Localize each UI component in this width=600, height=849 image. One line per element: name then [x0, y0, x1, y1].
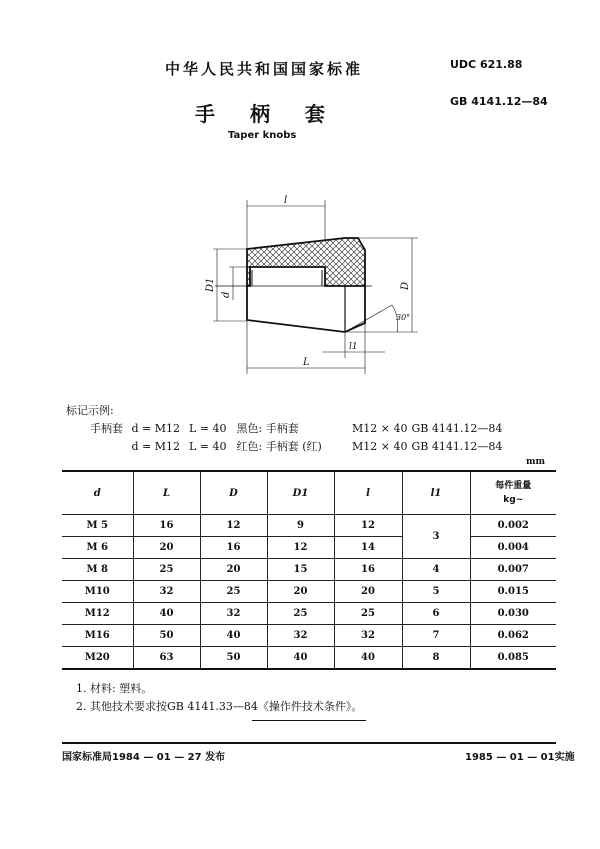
cell: 9 — [267, 515, 334, 537]
example-L: L = 40 — [189, 440, 227, 453]
table-row — [62, 559, 556, 581]
label-D: D — [400, 281, 411, 290]
cell: 20 — [133, 537, 200, 559]
table-row — [62, 537, 556, 559]
example-std: GB 4141.12—84 — [411, 440, 503, 453]
cell: 16 — [200, 537, 267, 559]
cell: 0.004 — [470, 537, 556, 559]
technical-drawing — [0, 0, 600, 400]
issuing-org: 中华人民共和国国家标准 — [165, 60, 364, 78]
cell: M 6 — [62, 537, 133, 559]
hatched-section — [247, 238, 365, 286]
example-desc: 红色: 手柄套 (红) — [236, 440, 322, 453]
cell: 63 — [133, 647, 200, 670]
cell: M16 — [62, 625, 133, 647]
example-L: L = 40 — [189, 422, 227, 435]
col-weight: 每件重量 kg~ — [470, 471, 556, 515]
cell: 25 — [200, 581, 267, 603]
label-d: d — [221, 291, 232, 298]
cell: 12 — [334, 515, 402, 537]
label-L: L — [303, 357, 310, 368]
example-line-2 — [90, 438, 502, 454]
cell: 25 — [334, 603, 402, 625]
table-row — [62, 515, 556, 537]
cell: 50 — [133, 625, 200, 647]
table-row — [62, 647, 556, 670]
standard-code: GB 4141.12—84 — [450, 95, 548, 108]
cell-merged: 3 — [402, 515, 470, 559]
cell: 6 — [402, 603, 470, 625]
issue-date: 国家标准局1984 — 01 — 27 发布 — [62, 752, 226, 763]
cell: 0.062 — [470, 625, 556, 647]
cell: 16 — [133, 515, 200, 537]
cell: 15 — [267, 559, 334, 581]
cell: 40 — [334, 647, 402, 670]
cell: 4 — [402, 559, 470, 581]
cell: 20 — [334, 581, 402, 603]
cell: 32 — [133, 581, 200, 603]
cell: M 5 — [62, 515, 133, 537]
table-row — [62, 581, 556, 603]
document-title: 手 柄 套 — [195, 102, 325, 126]
col-l1: l1 — [402, 471, 470, 515]
note-2: 2. 其他技术要求按GB 4141.33—84《操作件技术条件》。 — [76, 700, 363, 713]
label-angle: 30° — [396, 313, 411, 322]
cell: 20 — [200, 559, 267, 581]
dimensions-table — [62, 470, 556, 670]
cell: 16 — [334, 559, 402, 581]
label-l: l — [284, 195, 288, 206]
cell: 0.085 — [470, 647, 556, 670]
cell: 40 — [200, 625, 267, 647]
label-D1: D1 — [205, 277, 216, 292]
cell: 12 — [267, 537, 334, 559]
example-mark: M12 × 40 — [352, 422, 408, 435]
cell: 8 — [402, 647, 470, 670]
table-header-row — [62, 471, 556, 515]
cell: 0.030 — [470, 603, 556, 625]
cell: 32 — [200, 603, 267, 625]
example-std: GB 4141.12—84 — [411, 422, 503, 435]
footer-rule — [62, 742, 556, 744]
cell: 7 — [402, 625, 470, 647]
cell: M12 — [62, 603, 133, 625]
col-D: D — [200, 471, 267, 515]
note-1: 1. 材料: 塑料。 — [76, 682, 153, 695]
example-prefix: 手柄套 — [90, 422, 123, 435]
cell: 40 — [133, 603, 200, 625]
cell: M 8 — [62, 559, 133, 581]
end-rule — [252, 720, 366, 721]
example-d: d = M12 — [131, 440, 181, 453]
example-line-1 — [90, 420, 502, 436]
col-l: l — [334, 471, 402, 515]
udc-number: UDC 621.88 — [450, 58, 523, 71]
col-D1: D1 — [267, 471, 334, 515]
cell: 20 — [267, 581, 334, 603]
cell: M20 — [62, 647, 133, 670]
cell: 0.015 — [470, 581, 556, 603]
english-subtitle: Taper knobs — [228, 130, 297, 141]
col-L: L — [133, 471, 200, 515]
cell: 25 — [267, 603, 334, 625]
cell: 25 — [133, 559, 200, 581]
cell: 32 — [267, 625, 334, 647]
table-row — [62, 603, 556, 625]
cell: 5 — [402, 581, 470, 603]
cell: 32 — [334, 625, 402, 647]
cell: 14 — [334, 537, 402, 559]
effective-date: 1985 — 01 — 01实施 — [465, 752, 575, 763]
cell: M10 — [62, 581, 133, 603]
unit-label: mm — [526, 457, 546, 467]
cell: 0.002 — [470, 515, 556, 537]
example-desc: 黑色: 手柄套 — [236, 422, 299, 435]
body-outline — [247, 286, 365, 332]
example-d: d = M12 — [131, 422, 181, 435]
cell: 0.007 — [470, 559, 556, 581]
examples-heading: 标记示例: — [66, 404, 114, 417]
table-row — [62, 625, 556, 647]
label-l1: l1 — [349, 342, 358, 352]
col-d: d — [62, 471, 133, 515]
cell: 40 — [267, 647, 334, 670]
cell: 50 — [200, 647, 267, 670]
cell: 12 — [200, 515, 267, 537]
example-mark: M12 × 40 — [352, 440, 408, 453]
